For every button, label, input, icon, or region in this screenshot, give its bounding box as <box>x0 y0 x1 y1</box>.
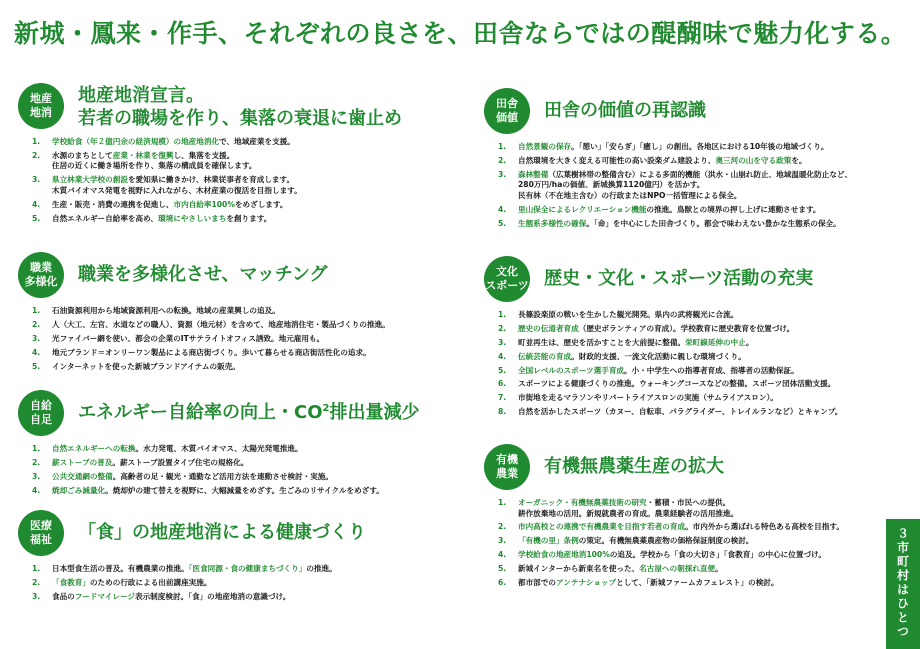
section-job-diversity <box>18 252 458 375</box>
list-item <box>484 379 904 390</box>
section-badge: 自給 自足 <box>18 390 64 436</box>
item-text: 光ファイバー網を使い、都会の企業のITサテライトオフィス誘致。地元雇用も。 <box>52 333 325 343</box>
list-item <box>484 324 904 335</box>
item-number: 5. <box>498 218 507 228</box>
item-text: 。財政的支援、一流文化活動に親しむ環境づくり。 <box>571 351 746 361</box>
item-number: 2. <box>32 457 41 467</box>
list-item <box>18 320 458 331</box>
item-number: 4. <box>32 485 41 495</box>
item-number: 2. <box>32 319 41 329</box>
list-item <box>18 214 458 225</box>
highlight-text: 薪ストーブの普及 <box>52 457 113 467</box>
item-text: 自然を活かしたスポーツ（カヌー、自転車、パラグライダー、トレイルランなど）とキャンプ。 <box>518 407 843 417</box>
item-text: 。 <box>715 564 723 574</box>
list-item <box>18 200 458 211</box>
item-number: 6. <box>498 379 507 389</box>
highlight-text: 学校給食（年２億円余の経済規模）の地産地消化 <box>52 137 220 146</box>
highlight-text: 自然景観の保存 <box>518 142 572 151</box>
list-item <box>484 170 904 202</box>
list-item <box>484 142 904 153</box>
list-item <box>484 393 904 404</box>
list-item <box>484 536 884 547</box>
item-text: をめざします。 <box>234 199 288 209</box>
list-item <box>484 366 904 377</box>
item-number: 6. <box>498 577 507 587</box>
item-number: 5. <box>498 564 507 574</box>
item-text: で、地域産業を支援。 <box>219 137 295 146</box>
item-text: ・蓄積・市民への提供。 耕作放棄地の活用。新規就農者の育成。農業経験者の活用推進。 <box>518 498 739 518</box>
item-number: 1. <box>498 498 507 507</box>
item-text: 。高齢者の足・観光・通勤など活用方法を連動させ検討・実施。 <box>112 471 333 481</box>
highlight-text: 学校給食の地産地消100% <box>518 550 610 560</box>
highlight-text: 焼却ごみ減量化 <box>52 485 106 495</box>
list-item <box>484 205 904 216</box>
list-item <box>18 362 458 373</box>
item-text: （歴史ボランティアの育成）。学校教育に歴史教育を位置づけ。 <box>578 323 795 333</box>
list-item <box>484 156 904 167</box>
list-item <box>484 338 904 349</box>
item-list <box>484 310 904 418</box>
item-text: を愛知県に働きかけ、林業従事者を育成します。 木質バイオマス発電を視野に入れながら、木材産業の復活を目指します。 <box>52 175 302 195</box>
section-local-consumption <box>18 83 458 227</box>
item-text: の追及。学校から「食の大切さ」「食教育」の中心に位置づけ。 <box>609 550 826 560</box>
highlight-text: 公共交通網の整備 <box>52 471 113 481</box>
item-text: の策定。有機無農薬農産物の価格保証制度の検討。 <box>578 536 754 546</box>
item-number: 4. <box>498 204 507 214</box>
side-tab: ３市町村はひとつ <box>886 519 920 649</box>
item-text: を創ります。 <box>226 213 272 223</box>
highlight-text: 生態系多様性の確保 <box>518 218 587 228</box>
item-number: 2. <box>498 155 507 165</box>
item-text: 。焼却炉の建て替えを視野に、大幅減量をめざす。生ごみのリサイクルをめざす。 <box>105 485 384 495</box>
item-list <box>484 142 904 229</box>
highlight-text: アンテナショップ <box>555 577 617 587</box>
list-item <box>18 592 458 603</box>
item-text: 。 <box>745 337 754 347</box>
list-item <box>484 407 904 418</box>
item-number: 3. <box>498 169 507 179</box>
item-text: 市街地を走るマラソンやリバートライアスロンの実施（サムライアスロン）。 <box>518 393 778 403</box>
highlight-text: 県立林業大学校の創設 <box>52 175 128 185</box>
item-text: 石油資源利用から地域資源利用への転換。地域の産業興しの追及。 <box>52 306 280 315</box>
item-text: 自然環境を大きく変える可能性の高い設楽ダム建設より、 <box>518 155 716 165</box>
item-list <box>18 564 458 602</box>
item-text: 日本型食生活の普及。有機農業の推進。 <box>52 564 189 573</box>
section-badge: 田舎 価値 <box>484 88 530 134</box>
list-item <box>484 522 884 533</box>
item-number: 4. <box>32 199 41 209</box>
item-number: 2. <box>32 577 41 587</box>
section-title: 「食」の地産地消による健康づくり <box>78 522 366 543</box>
item-text: 食品の <box>52 591 75 601</box>
highlight-text: 栄町線延伸の中止 <box>685 337 746 347</box>
highlight-text: 名古屋への朝採れ直便 <box>639 564 716 574</box>
list-item <box>18 472 458 483</box>
item-text: インターネットを使った新城ブランドアイテムの販売。 <box>52 361 240 371</box>
highlight-text: 環境にやさしいまち <box>158 213 227 223</box>
item-text: 人（大工、左官、水道などの職人）、資源（地元材）を含めて、地産地消住宅・製品づくりの推進。 <box>52 319 390 329</box>
item-number: 5. <box>498 365 507 375</box>
item-number: 4. <box>498 351 507 361</box>
item-number: 5. <box>32 361 41 371</box>
list-item <box>18 348 458 359</box>
highlight-text: オーガニック・有機無農薬技術の研究 <box>518 498 647 507</box>
item-number: 2. <box>32 150 41 160</box>
item-text: し、集落を支援。 住居の近くに働き場所を作り、集落の構成員を確保します。 <box>52 150 257 171</box>
item-number: 1. <box>498 142 507 151</box>
item-text: 。「命」を中心にした田舎づくり。都会で味わえない豊かな生態系の保全。 <box>586 218 841 228</box>
item-number: 2. <box>498 323 507 333</box>
section-rural-value <box>484 88 904 232</box>
highlight-text: 「食教育」 <box>52 577 90 587</box>
list-item <box>18 578 458 589</box>
item-number: 1. <box>498 310 507 319</box>
section-title: 有機無農薬生産の拡大 <box>544 456 724 477</box>
section-health <box>18 510 458 606</box>
section-organic-farming <box>484 444 884 592</box>
section-badge: 医療 福祉 <box>18 510 64 556</box>
item-text: 長篠設楽原の戦いを生かした観光開発。県内の武将観光に合流。 <box>518 310 739 319</box>
list-item <box>484 578 884 589</box>
item-list <box>484 498 884 588</box>
item-text: スポーツによる健康づくりの推進。ウォーキングコースなどの整備。スポーツ団体活動支援。 <box>518 379 836 389</box>
item-number: 7. <box>498 393 507 403</box>
list-item <box>484 564 884 575</box>
item-text: の推進。鳥獣との境界の押し上げに連動させます。 <box>646 204 821 214</box>
highlight-text: 市内自給率100% <box>173 199 235 209</box>
item-text: 。薪ストーブ設置タイプ住宅の規格化。 <box>112 457 249 467</box>
list-item <box>18 334 458 345</box>
item-number: 3. <box>498 536 507 546</box>
item-number: 1. <box>32 444 41 453</box>
list-item <box>484 310 904 321</box>
item-text: 表示制度検討。「食」の地産地消の意識づけ。 <box>135 591 291 601</box>
item-list <box>18 137 458 224</box>
section-title: 田舎の価値の再認識 <box>544 100 706 121</box>
list-item <box>484 498 884 519</box>
item-text: 。「憩い」「安らぎ」「癒し」の創出。各地区における10年後の地域づくり。 <box>571 142 829 151</box>
item-number: 1. <box>32 306 41 315</box>
section-badge: 地産 地消 <box>18 83 64 129</box>
section-title: 歴史・文化・スポーツ活動の充実 <box>544 268 814 289</box>
list-item <box>18 306 458 317</box>
item-text: 。市内外から選ばれる特色ある高校を目指す。 <box>685 522 844 532</box>
item-number: 3. <box>32 591 41 601</box>
list-item <box>18 444 458 455</box>
item-number: 3. <box>32 333 41 343</box>
section-badge: 職業 多様化 <box>18 252 64 298</box>
item-number: 4. <box>32 347 41 357</box>
item-number: 3. <box>32 471 41 481</box>
item-text: 新城インターから新東名を使った、 <box>518 564 640 574</box>
item-number: 1. <box>32 137 41 146</box>
highlight-text: 産業・林業を復興 <box>112 150 174 160</box>
highlight-text: 伝統芸能の育成 <box>518 351 572 361</box>
highlight-text: 全国レベルのスポーツ選手育成 <box>518 365 625 375</box>
item-text: 生産・販売・消費の連携を促進し、 <box>52 199 174 209</box>
highlight-text: フードマイレージ <box>74 591 135 601</box>
list-item <box>484 550 884 561</box>
item-text: 町並再生は、歴史を活かすことを大前提に整備。 <box>518 337 686 347</box>
section-culture-sports <box>484 256 904 421</box>
item-number: 3. <box>32 175 41 185</box>
highlight-text: 市内高校との連携で有機農業を目指す若者の育成 <box>518 522 686 532</box>
section-badge: 文化 スポーツ <box>484 256 530 302</box>
highlight-text: 「医食同源・食の健康まちづくり」 <box>188 564 307 573</box>
item-text: 水源のまちとして <box>52 150 113 160</box>
item-list <box>18 444 458 496</box>
section-title: 職業を多様化させ、マッチング <box>78 264 328 285</box>
item-number: 8. <box>498 407 507 417</box>
item-text: のための行政による出前講座実施。 <box>89 577 212 587</box>
list-item <box>18 175 458 196</box>
list-item <box>18 458 458 469</box>
list-item <box>18 486 458 497</box>
section-title: 地産地消宣言。 若者の職場を作り、集落の衰退に歯止め <box>78 85 402 129</box>
item-text: 。小・中学生への指導者育成、指導者の活動保証。 <box>624 365 799 375</box>
item-number: 5. <box>32 213 41 223</box>
item-number: 3. <box>498 337 507 347</box>
list-item <box>18 137 458 148</box>
item-number: 2. <box>498 522 507 532</box>
item-text: の推進。 <box>306 564 337 573</box>
highlight-text: 歴史の伝道者育成 <box>518 323 579 333</box>
list-item <box>484 219 904 230</box>
item-text: として、「新城ファームカフェレスト」の検討。 <box>616 577 779 587</box>
item-text: （広葉樹林帯の整備含む）による多面的機能（洪水・山崩れ防止、地域温暖化防止など、 280万円/haの価値、新城換算1120億円）を活かす。 民有林（不在地主含む）の行政またはNPO一括管理による保全。 <box>518 169 853 200</box>
section-badge: 有機 農業 <box>484 444 530 490</box>
page-title: 新城・鳳来・作手、それぞれの良さを、田舎ならではの醍醐味で魅力化する。 <box>14 19 907 48</box>
section-energy-self-sufficiency <box>18 390 458 500</box>
item-number: 4. <box>498 550 507 560</box>
item-text: 自然エネルギー自給率を高め、 <box>52 213 159 223</box>
item-text: を。 <box>791 155 807 165</box>
list-item <box>18 564 458 575</box>
highlight-text: 森林整備 <box>518 169 549 179</box>
item-number: 1. <box>32 564 41 573</box>
list-item <box>18 151 458 172</box>
item-text: 都市部での <box>518 577 556 587</box>
highlight-text: 自然エネルギーへの転換 <box>52 444 136 453</box>
list-item <box>484 352 904 363</box>
highlight-text: 奥三河の山を守る政策 <box>715 155 792 165</box>
section-title: エネルギー自給率の向上・$CO^2$排出量減少 <box>78 402 420 423</box>
highlight-text: 里山保全によるレクリエーション機能 <box>518 204 647 214</box>
item-text: 地元ブランド＝オンリーワン製品による商店街づくり。歩いて暮らせる商店街活性化の追求。 <box>52 347 371 357</box>
item-text: 。水力発電、木質バイオマス、太陽光発電推進。 <box>135 444 303 453</box>
item-list <box>18 306 458 372</box>
highlight-text: 「有機の里」条例 <box>518 536 579 546</box>
